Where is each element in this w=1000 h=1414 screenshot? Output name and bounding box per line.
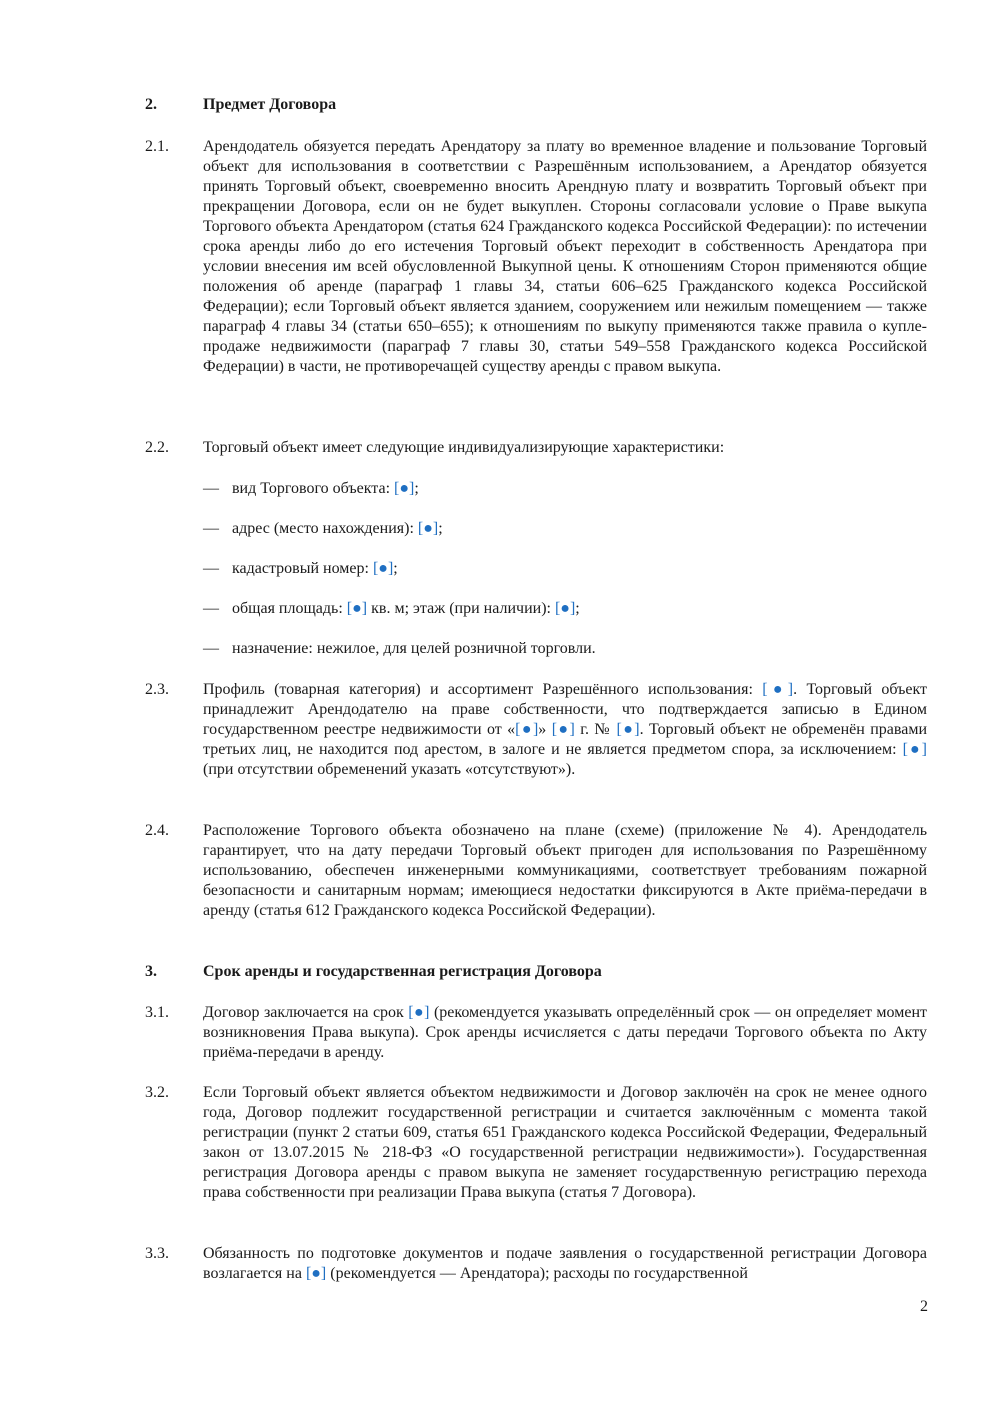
clause-2-3 bbox=[145, 680, 927, 780]
clause-2-1 bbox=[145, 137, 927, 377]
placeholder-field[interactable]: [●] bbox=[408, 1004, 430, 1021]
text-run: (рекомендуется указывать определённый срок — он определяет момент возникновения Права выкупа). Срок аренды исчисляется с даты передачи Торгового объекта по Акту приёма-передачи в аренду. bbox=[203, 1004, 928, 1061]
clause-text: Если Торговый объект является объектом недвижимости и Договор заключён на срок не менее одного года, Договор подлежит государственной регистрации и считается заключённым с момента такой регистрации (пункт 2 статьи 609, статья 651 Гражданского кодекса Российской Федерации, Федеральный закон от 13.07.2015 № 218-ФЗ «О государственной регистрации недвижимости»). Государственная регистрация Договора аренды с правом выкупа не заменяет государственную регистрацию перехода права собственности при реализации Права выкупа (статья 7 Договора). bbox=[203, 1084, 927, 1201]
text-run: Профиль (товарная категория) и ассортимент Разрешённого использования: bbox=[203, 681, 753, 698]
section-title: Предмет Договора bbox=[203, 96, 337, 113]
dash-marker: — bbox=[203, 520, 219, 537]
clause-text bbox=[203, 1003, 927, 1063]
clause-number: 2.2. bbox=[145, 439, 169, 456]
placeholder-field[interactable]: [●] bbox=[394, 480, 415, 497]
clause-2-4 bbox=[145, 821, 927, 921]
clause-3-2 bbox=[145, 1083, 927, 1203]
item-punct: ; bbox=[393, 560, 398, 577]
placeholder-field[interactable]: [●] bbox=[554, 600, 576, 617]
list-item bbox=[203, 519, 927, 539]
placeholder-field[interactable]: [●] bbox=[515, 721, 539, 738]
dash-marker: — bbox=[203, 480, 219, 497]
section-number: 3. bbox=[145, 963, 157, 980]
clause-number: 2.3. bbox=[145, 681, 169, 698]
item-label: адрес (место нахождения): bbox=[232, 520, 414, 537]
clause-text bbox=[203, 1244, 927, 1284]
item-label: общая площадь: bbox=[232, 600, 343, 617]
clause-2-2 bbox=[145, 438, 927, 458]
item-label: кв. м; этаж (при наличии): bbox=[371, 600, 551, 617]
text-run: Обязанность по подготовке документов и подаче заявления о государственной регистрации Договора возлагается на bbox=[203, 1245, 927, 1282]
text-run: Договор заключается на срок bbox=[203, 1004, 404, 1021]
text-run: (рекомендуется — Арендатора); расходы по государственной bbox=[330, 1265, 748, 1282]
placeholder-field[interactable]: [●] bbox=[346, 600, 368, 617]
text-run: . Торговый объект не обременён правами третьих лиц, не находится под арестом, в залоге и не является предметом спора, за исключением: bbox=[203, 721, 928, 758]
dash-marker: — bbox=[203, 560, 219, 577]
dash-marker: — bbox=[203, 600, 219, 617]
text-run: г. № bbox=[580, 721, 612, 738]
item-label: назначение: нежилое, для целей розничной торговли. bbox=[232, 640, 596, 657]
item-punct: ; bbox=[575, 600, 580, 617]
clause-number: 3.1. bbox=[145, 1004, 169, 1021]
clause-3-3 bbox=[145, 1244, 927, 1284]
clause-text: Арендодатель обязуется передать Арендатору за плату во временное владение и пользование Торговый объект для использования в соответствии с Разрешённым использованием, а Арендатор обязуется принять Торговый объект, своевременно вносить Арендную плату и возвратить Торговый объект при прекращении Договора, если он не будет выкуплен. Стороны согласовали условие о Праве выкупа Торгового объекта Арендатором (статья 624 Гражданского кодекса Российской Федерации): по истечении срока аренды либо до его истечения Торговый объект переходит в собственность Арендатора при условии внесения им всей обусловленной Выкупной цены. К отношениям Сторон применяются общие положения об аренде (параграф 1 главы 34, статьи 606–625 Гражданского кодекса Российской Федерации); если Торговый объект является зданием, сооружением или нежилым помещением — также параграф 4 главы 34 (статьи 650–655); к отношениям по выкупу применяются также правила о купле-продаже недвижимости (параграф 7 главы 30, статьи 549–558 Гражданского кодекса Российской Федерации) в части, не противоречащей существу аренды с правом выкупа. bbox=[203, 138, 927, 375]
section-number: 2. bbox=[145, 96, 157, 113]
clause-number: 2.1. bbox=[145, 138, 169, 155]
clause-3-1 bbox=[145, 1003, 927, 1063]
clause-text: Расположение Торгового объекта обозначено на плане (схеме) (приложение № 4). Арендодатель гарантирует, что на дату передачи Торговый объект пригоден для использования по Разрешённому использованию, обеспечен инженерными коммуникациями, соответствует требованиям пожарной безопасности и санитарным нормам; имеющиеся недостатки фиксируются в Акте приёма-передачи в аренду (статья 612 Гражданского кодекса Российской Федерации). bbox=[203, 822, 927, 919]
item-punct: ; bbox=[414, 480, 419, 497]
list-item bbox=[203, 479, 927, 499]
clause-number: 3.3. bbox=[145, 1245, 169, 1262]
placeholder-field[interactable]: [●] bbox=[551, 721, 575, 738]
dash-marker: — bbox=[203, 640, 219, 657]
clause-text: Торговый объект имеет следующие индивидуализирующие характеристики: bbox=[203, 439, 725, 456]
placeholder-field[interactable]: [●] bbox=[372, 560, 394, 577]
text-run: (при отсутствии обременений указать «отсутствуют»). bbox=[203, 761, 576, 778]
item-label: кадастровый номер: bbox=[232, 560, 369, 577]
list-item bbox=[203, 639, 927, 659]
clause-number: 3.2. bbox=[145, 1084, 169, 1101]
placeholder-field[interactable]: [●] bbox=[417, 520, 439, 537]
placeholder-field[interactable]: [●] bbox=[616, 721, 640, 738]
clause-text bbox=[203, 680, 927, 780]
item-punct: ; bbox=[438, 520, 443, 537]
item-label: вид Торгового объекта: bbox=[232, 480, 391, 497]
placeholder-field[interactable]: [●] bbox=[305, 1265, 327, 1282]
clause-number: 2.4. bbox=[145, 822, 169, 839]
placeholder-field[interactable]: [●] bbox=[762, 681, 794, 698]
text-run: » bbox=[538, 721, 547, 738]
placeholder-field[interactable]: [●] bbox=[902, 741, 928, 758]
section-title: Срок аренды и государственная регистрация Договора bbox=[203, 963, 602, 980]
page-number: 2 bbox=[920, 1298, 928, 1315]
list-item bbox=[203, 599, 927, 619]
text-run: . Торговый объект принадлежит Арендодателю на праве собственности, что подтверждается записью в Едином государственном реестре недвижимости от « bbox=[203, 681, 928, 738]
list-item bbox=[203, 559, 927, 579]
